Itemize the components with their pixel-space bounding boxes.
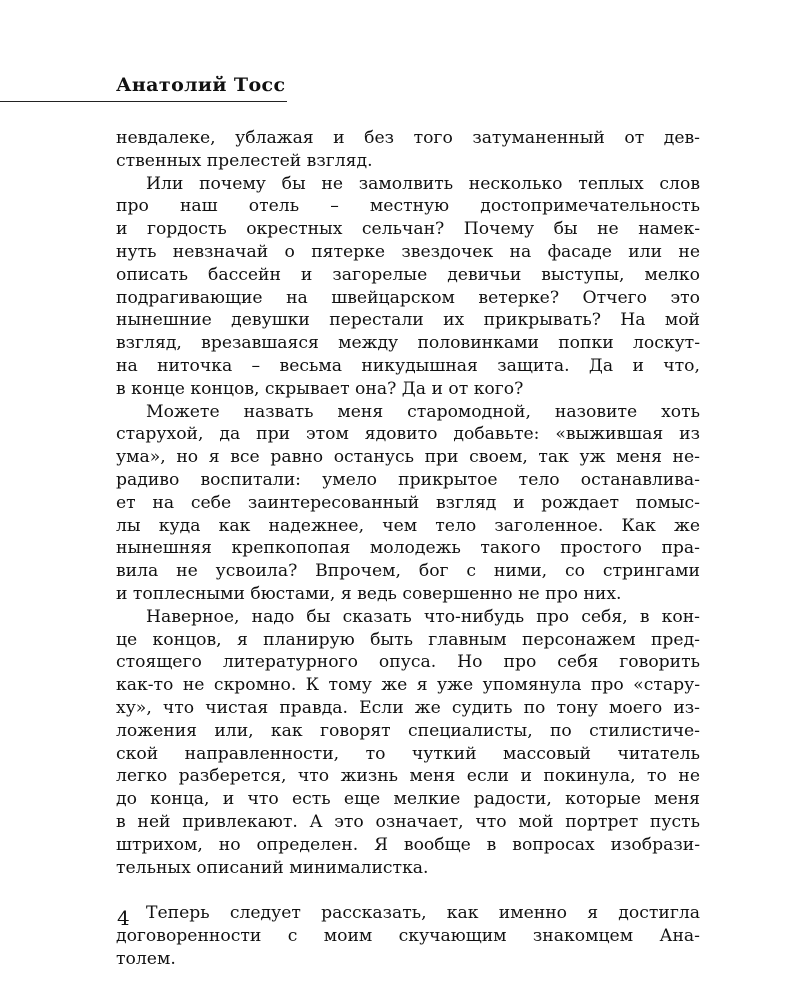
text-line: договоренности с моим скучающим знакомцем Ана- <box>116 925 700 946</box>
text-line: ложения или, как говорят специалисты, по стилистиче- <box>116 720 700 741</box>
text-line: легко разберется, что жизнь меня если и покинула, то не <box>116 766 700 787</box>
text-line: Теперь следует рассказать, как именно я достигла <box>146 903 700 924</box>
text-line: стоящего литературного опуса. Но про себя говорить <box>116 652 700 673</box>
text-line: вила не усвоила? Впрочем, бог с ними, со стрингами <box>116 561 700 582</box>
text-line: описать бассейн и загорелые девичьи выступы, мелко <box>116 264 700 285</box>
text-line: в конце концов, скрывает она? Да и от кого? <box>116 378 524 399</box>
text-line: нуть невзначай о пятерке звездочек на фасаде или не <box>116 241 700 262</box>
text-line: тельных описаний минималистка. <box>116 857 429 878</box>
text-line: как-то не скромно. К тому же я уже упомянула про «стару- <box>116 675 700 696</box>
text-line: ху», что чистая правда. Если же судить по тону моего из- <box>116 697 700 718</box>
running-header-author: Анатолий Тосс <box>116 74 286 96</box>
text-line: лы куда как надежнее, чем тело заголенное. Как же <box>116 515 700 536</box>
text-line: штрихом, но определен. Я вообще в вопросах изобрази- <box>116 834 700 855</box>
text-line: ума», но я все равно останусь при своем, так уж меня не- <box>116 447 700 468</box>
text-line: нынешняя крепкопопая молодежь такого простого пра- <box>116 538 700 559</box>
text-line: и топлесными бюстами, я ведь совершенно не про них. <box>116 583 622 604</box>
paragraph-gap <box>116 879 700 902</box>
text-line: подрагивающие на швейцарском ветерке? Отчего это <box>116 287 700 308</box>
text-line: до конца, и что есть еще мелкие радости, которые меня <box>116 789 700 810</box>
text-line: ет на себе заинтересованный взгляд и рождает помыс- <box>116 492 700 513</box>
text-line: Наверное, надо бы сказать что-нибудь про себя, в кон- <box>146 606 700 627</box>
text-line: невдалеке, ублажая и без того затуманенный от дев- <box>116 128 700 148</box>
text-line: в ней привлекают. А это означает, что мой портрет пусть <box>116 811 700 832</box>
text-line: на ниточка – весьма никудышная защита. Да и что, <box>116 355 700 376</box>
text-line: ственных прелестей взгляд. <box>116 150 373 171</box>
text-line: Можете назвать меня старомодной, назовите хоть <box>146 401 700 422</box>
text-line: про наш отель – местную достопримечательность <box>116 196 700 217</box>
text-line: це концов, я планирую быть главным персонажем пред- <box>116 629 700 650</box>
text-line: взгляд, врезавшаяся между половинками попки лоскут- <box>116 333 700 354</box>
text-line: нынешние девушки перестали их прикрывать? На мой <box>116 310 700 331</box>
text-line: Или почему бы не замолвить несколько теплых слов <box>146 173 700 194</box>
page-number: 4 <box>117 906 130 930</box>
text-line: и гордость окрестных сельчан? Почему бы не намек- <box>116 219 700 240</box>
text-line: толем. <box>116 948 176 969</box>
header-rule <box>0 101 287 102</box>
text-line: радиво воспитали: умело прикрытое тело останавлива- <box>116 469 700 490</box>
body-text <box>116 127 700 970</box>
text-line: ской направленности, то чуткий массовый читатель <box>116 743 700 764</box>
text-line: старухой, да при этом ядовито добавьте: «выжившая из <box>116 424 700 445</box>
